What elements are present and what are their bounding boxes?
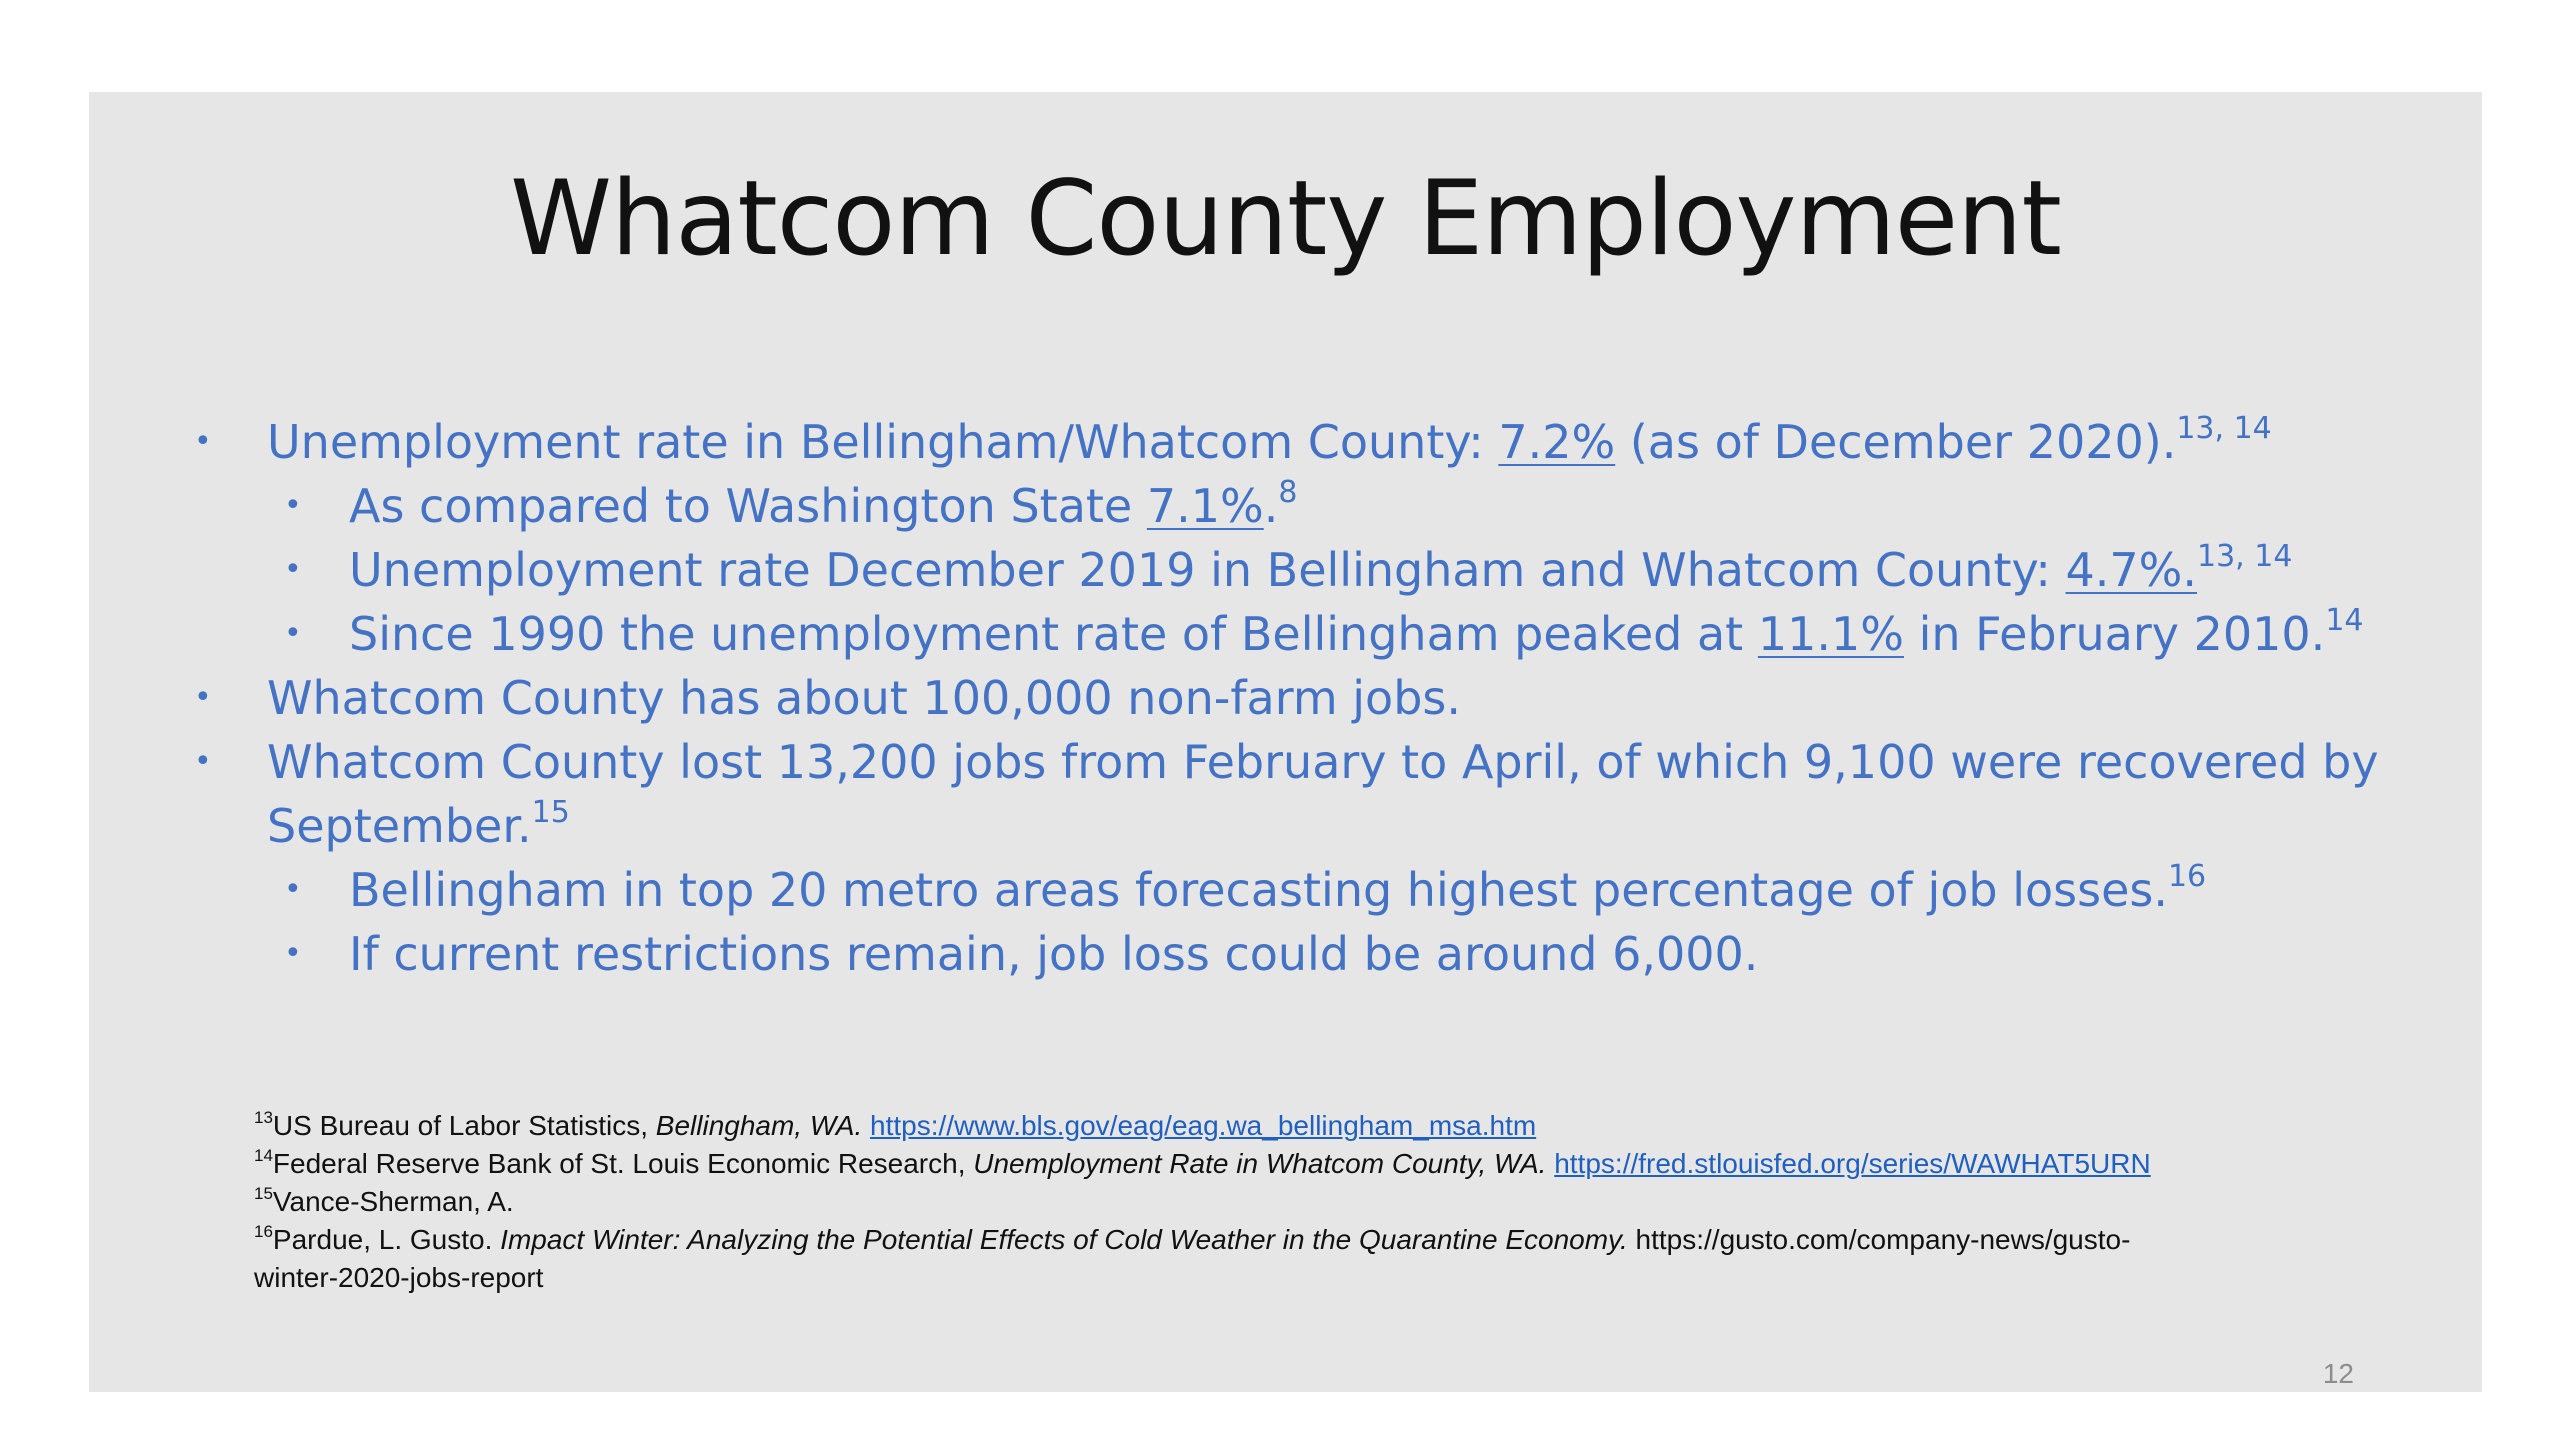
bullet-dot: •: [194, 424, 212, 459]
footnote-text: Federal Reserve Bank of St. Louis Economic Research,: [272, 1148, 974, 1179]
bullet-text: If current restrictions remain, job loss could be around 6,000.: [349, 927, 1759, 981]
bullet-text: Unemployment rate December 2019 in Bellingham and Whatcom County:: [349, 543, 2066, 597]
bullet-dot: •: [284, 488, 302, 523]
slide-title: Whatcom County Employment: [510, 159, 2061, 279]
footnote-number: 15: [254, 1184, 273, 1203]
bullet-dot: •: [284, 872, 302, 907]
citation-sup: 8: [1278, 475, 1298, 510]
citation-sup: 15: [531, 795, 570, 830]
footnote-13: [254, 1107, 1536, 1149]
footnote-italic: Impact Winter: Analyzing the Potential Effects of Cold Weather in the Quarantine Economy.: [500, 1224, 1628, 1255]
bullet-washington-state: [284, 474, 1298, 545]
bullet-text: Whatcom County has about 100,000 non-farm jobs.: [267, 671, 1461, 725]
footnote-14: [254, 1145, 2151, 1187]
citation-sup: 14: [2325, 603, 2364, 638]
citation-sup: 13, 14: [2176, 411, 2272, 446]
page-number: 12: [2322, 1358, 2354, 1389]
rate-link[interactable]: 11.1%: [1757, 607, 1904, 661]
bullet-current-restrictions: [284, 922, 1759, 986]
footnote-url-text: winter-2020-jobs-report: [254, 1262, 544, 1293]
bullet-text: As compared to Washington State: [349, 479, 1147, 533]
bullet-text: Whatcom County lost 13,200 jobs from February to April, of which 9,100 were recovered by: [267, 735, 2379, 789]
bullet-dot: •: [284, 936, 302, 971]
bullet-text: Unemployment rate in Bellingham/Whatcom County:: [267, 415, 1499, 469]
citation-sup: 16: [2167, 859, 2207, 894]
rate-link[interactable]: 4.7%.: [2065, 543, 2197, 597]
footnote-number: 16: [254, 1222, 273, 1241]
bullet-text-tail: .: [1263, 479, 1279, 533]
bullet-jobs-lost-continued: [267, 794, 570, 865]
bullet-text: Since 1990 the unemployment rate of Bellingham peaked at: [349, 607, 1758, 661]
bullet-jobs-lost: [194, 730, 2379, 794]
bullet-text-tail: in February 2010.: [1903, 607, 2326, 661]
footnote-link[interactable]: https://www.bls.gov/eag/eag.wa_bellingham_msa.htm: [870, 1110, 1537, 1141]
bullet-top-20-metro: [284, 858, 2207, 929]
bullet-dot: •: [194, 744, 212, 779]
bullet-text: September.: [267, 799, 532, 853]
bullet-dot: •: [194, 680, 212, 715]
footnote-text: Vance-Sherman, A.: [272, 1186, 514, 1217]
bullet-text: Bellingham in top 20 metro areas forecasting highest percentage of job losses.: [349, 863, 2168, 917]
footnote-url-text: https://gusto.com/company-news/gusto-: [1627, 1224, 2131, 1255]
footnote-number: 13: [254, 1108, 273, 1127]
bullet-dot: •: [284, 552, 302, 587]
bullet-december-2019: [284, 538, 2293, 609]
footnote-italic: Bellingham, WA.: [655, 1110, 863, 1141]
bullet-unemployment-rate: [194, 410, 2272, 481]
footnote-number: 14: [254, 1146, 273, 1165]
citation-sup: 13, 14: [2197, 539, 2293, 574]
rate-link[interactable]: 7.2%: [1498, 415, 1616, 469]
bullet-dot: •: [284, 616, 302, 651]
footnote-15: [254, 1183, 514, 1225]
slide: [89, 92, 2482, 1392]
footnote-text: Pardue, L. Gusto.: [272, 1224, 501, 1255]
footnote-16: [254, 1221, 2130, 1263]
bullet-non-farm-jobs: [194, 666, 1461, 730]
footnote-text: US Bureau of Labor Statistics,: [272, 1110, 656, 1141]
rate-link[interactable]: 7.1%: [1146, 479, 1264, 533]
footnote-16-continued: [254, 1259, 543, 1297]
footnote-link[interactable]: https://fred.stlouisfed.org/series/WAWHAT5URN: [1554, 1148, 2151, 1179]
footnote-italic: Unemployment Rate in Whatcom County, WA.: [973, 1148, 1547, 1179]
bullet-text-tail: (as of December 2020).: [1615, 415, 2177, 469]
bullet-since-1990: [284, 602, 2364, 673]
